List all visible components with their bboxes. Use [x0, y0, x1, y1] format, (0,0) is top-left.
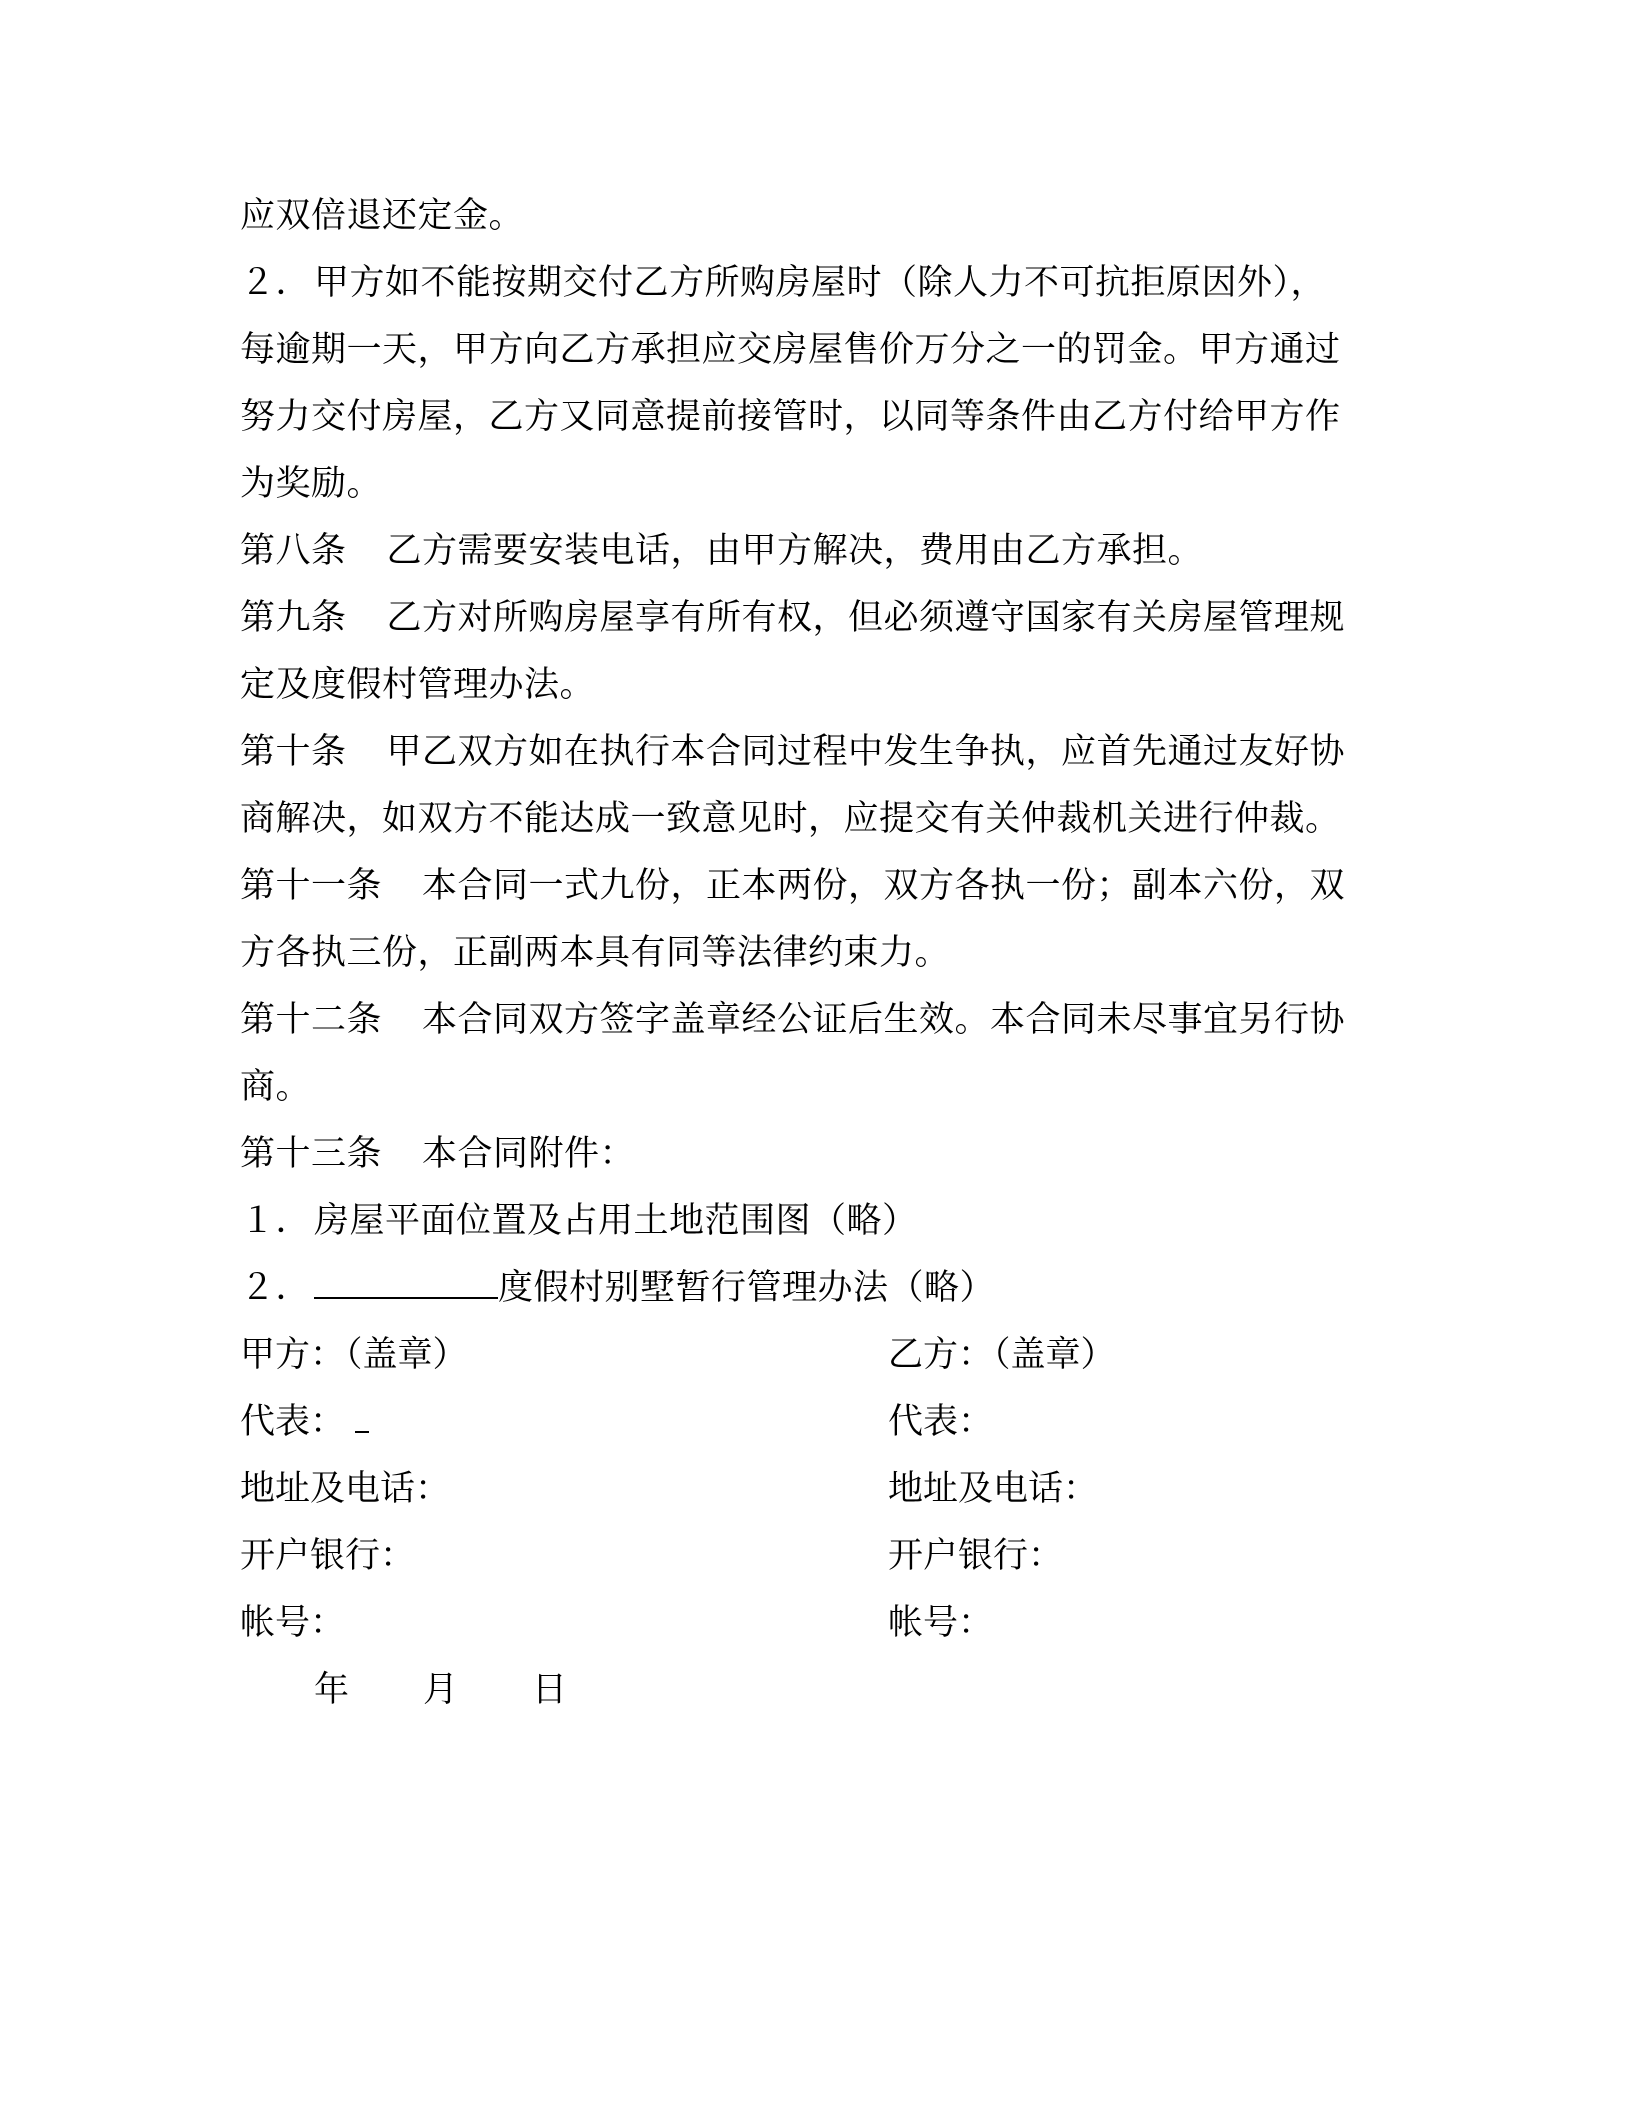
signature-account-row: [240, 1590, 1400, 1657]
signature-date-row: [240, 1657, 1400, 1724]
signature-bank-row: [240, 1523, 1400, 1590]
article-label: 第十三条: [240, 1134, 383, 1174]
article-text: 商。: [240, 1067, 312, 1107]
party-a-label: 甲方：（盖章）: [240, 1335, 468, 1375]
article-9-cont: [240, 652, 1400, 719]
article-text: 定及度假村管理办法。: [240, 665, 596, 705]
article-text: 乙方对所购房屋享有所有权，但必须遵守国家有关房屋管理规: [386, 598, 1346, 638]
addr-a-label: 地址及电话：: [240, 1469, 451, 1509]
article-text: 商解决，如双方不能达成一致意见时，应提交有关仲裁机关进行仲裁。: [240, 799, 1341, 839]
article-text: 本合同双方签字盖章经公证后生效。本合同未尽事宜另行协: [422, 1000, 1346, 1040]
article-11-cont: [240, 920, 1400, 987]
item-number: ２．: [240, 263, 312, 303]
article-12: [240, 987, 1400, 1054]
article-text: 甲乙双方如在执行本合同过程中发生争执，应首先通过友好协: [386, 732, 1346, 772]
article-11: [240, 853, 1400, 920]
article-label: 第九条: [240, 598, 347, 638]
article-label: 第十二条: [240, 1000, 383, 1040]
clause-item-2-cont: [240, 451, 1400, 518]
signature-address-row: [240, 1456, 1400, 1523]
clause-item-2: [240, 250, 1400, 317]
article-text: 方各执三份，正副两本具有同等法律约束力。: [240, 933, 951, 973]
date-year-label: 年: [314, 1670, 350, 1710]
bank-b-label: 开户银行：: [888, 1536, 1064, 1576]
article-12-cont: [240, 1054, 1400, 1121]
article-label: 第八条: [240, 531, 347, 571]
acct-b-label: 帐号：: [888, 1603, 994, 1643]
item-number: ２．: [240, 1268, 312, 1308]
date-month-label: 月: [423, 1670, 459, 1710]
clause-text: 努力交付房屋，乙方又同意提前接管时，以同等条件由乙方付给甲方作: [240, 397, 1341, 437]
attachment-text: 度假村别墅暂行管理办法（略）: [498, 1268, 996, 1308]
item-number: １．: [240, 1201, 312, 1241]
article-label: 第十条: [240, 732, 347, 772]
rep-a-blank: [355, 1401, 369, 1433]
rep-b-label: 代表：: [888, 1402, 994, 1442]
signature-party-row: [240, 1322, 1400, 1389]
signature-rep-row: [240, 1389, 1400, 1456]
article-text: 乙方需要安装电话，由甲方解决，费用由乙方承担。: [386, 531, 1204, 571]
addr-b-label: 地址及电话：: [888, 1469, 1099, 1509]
attachment-2: [240, 1255, 1400, 1322]
article-9: [240, 585, 1400, 652]
article-13: [240, 1121, 1400, 1188]
contract-body: [240, 183, 1400, 1724]
clause-item-2-cont: [240, 384, 1400, 451]
clause-text: 为奖励。: [240, 464, 383, 504]
rep-a-label: 代表：: [240, 1402, 346, 1442]
clause-text: 每逾期一天，甲方向乙方承担应交房屋售价万分之一的罚金。甲方通过: [240, 330, 1341, 370]
paragraph-deposit: [240, 183, 1400, 250]
clause-item-2-cont: [240, 317, 1400, 384]
article-10-cont: [240, 786, 1400, 853]
article-text: 本合同一式九份，正本两份，双方各执一份；副本六份，双: [422, 866, 1346, 906]
article-label: 第十一条: [240, 866, 383, 906]
rep-a-field: [240, 1389, 369, 1456]
date-day-label: 日: [532, 1670, 568, 1710]
article-10: [240, 719, 1400, 786]
clause-text: 甲方如不能按期交付乙方所购房屋时（除人力不可抗拒原因外），: [314, 263, 1327, 303]
attachment-text: 房屋平面位置及占用土地范围图（略）: [314, 1201, 918, 1241]
acct-a-label: 帐号：: [240, 1603, 346, 1643]
fill-in-blank: [314, 1269, 498, 1299]
article-8: [240, 518, 1400, 585]
bank-a-label: 开户银行：: [240, 1536, 416, 1576]
paragraph-text: 应双倍退还定金。: [240, 196, 525, 236]
party-b-label: 乙方：（盖章）: [888, 1335, 1116, 1375]
attachment-1: [240, 1188, 1400, 1255]
article-text: 本合同附件：: [422, 1134, 636, 1174]
